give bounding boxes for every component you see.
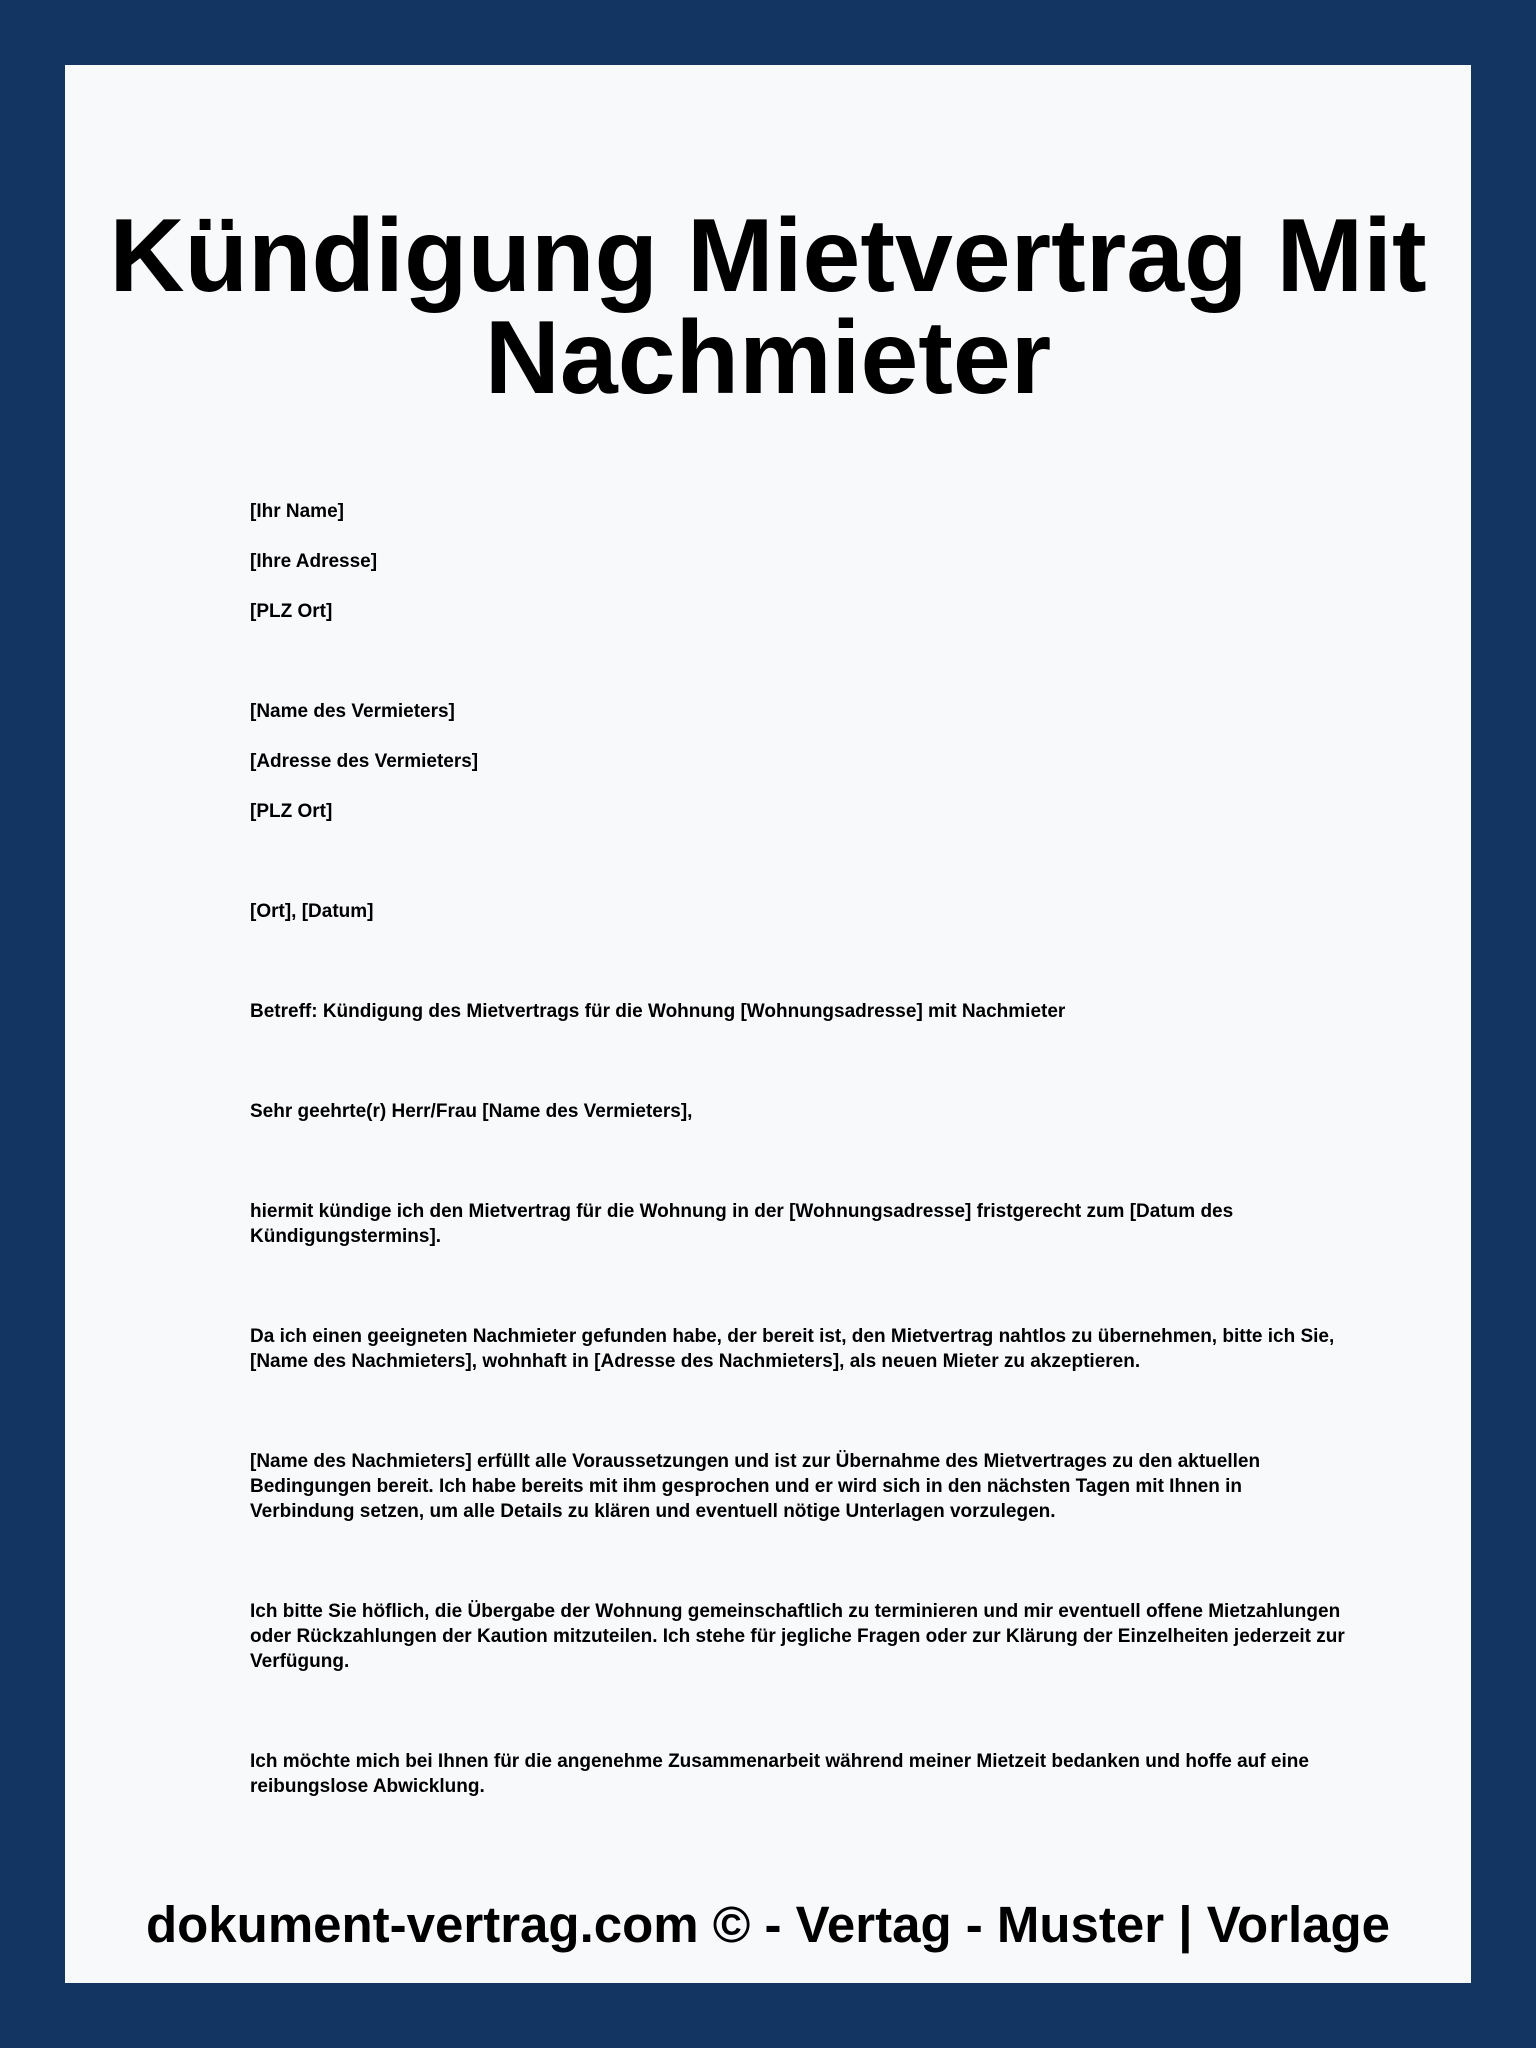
title-line-1: Kündigung Mietvertrag Mit [109,198,1427,314]
paragraph: Da ich einen geeigneten Nachmieter gefunden habe, der bereit ist, den Mietvertrag nahtlos zu übernehmen, bitte ich Sie, [Name des Nachmieters], wohnhaft in [Adresse des Nachmieters], als neuen Mieter zu akzeptieren. [250,1326,1335,1372]
recipient-city: [PLZ Ort] [250,801,333,822]
title-line-2: Nachmieter [484,300,1052,416]
paragraph: Ich möchte mich bei Ihnen für die angenehme Zusammenarbeit während meiner Mietzeit bedanken und hoffe auf eine reibungslose Abwicklung. [250,1751,1309,1797]
paragraph: hiermit kündige ich den Mietvertrag für die Wohnung in der [Wohnungsadresse] fristgerecht zum [Datum des Kündigungstermins]. [250,1201,1234,1247]
subject-line: Betreff: Kündigung des Mietvertrags für die Wohnung [Wohnungsadresse] mit Nachmieter [250,1001,1066,1022]
document-title [65,198,1471,416]
sender-city: [PLZ Ort] [250,601,333,622]
document-page [65,65,1471,1983]
letter-body [250,499,1350,1799]
place-date: [Ort], [Datum] [250,901,374,922]
footer-watermark: dokument-vertrag.com © - Vertag - Muster | Vorlage [146,1896,1390,1953]
recipient-name: [Name des Vermieters] [250,701,455,722]
recipient-address: [Adresse des Vermieters] [250,751,479,772]
sender-address: [Ihre Adresse] [250,551,378,572]
salutation: Sehr geehrte(r) Herr/Frau [Name des Vermieters], [250,1101,693,1122]
paragraph: Ich bitte Sie höflich, die Übergabe der Wohnung gemeinschaftlich zu terminieren und mir eventuell offene Mietzahlungen oder Rückzahlungen der Kaution mitzuteilen. Ich stehe für jegliche Fragen oder zur Klärung der Einzelheiten jederzeit zur Verfügung. [250,1601,1345,1672]
sender-name: [Ihr Name] [250,501,344,522]
paragraph: [Name des Nachmieters] erfüllt alle Voraussetzungen und ist zur Übernahme des Mietvertrages zu den aktuellen Bedingungen bereit. Ich habe bereits mit ihm gesprochen und er wird sich in den nächsten Tagen mit Ihnen in Verbindung setzen, um alle Details zu klären und eventuell nötige Unterlagen vorzulegen. [250,1451,1261,1522]
